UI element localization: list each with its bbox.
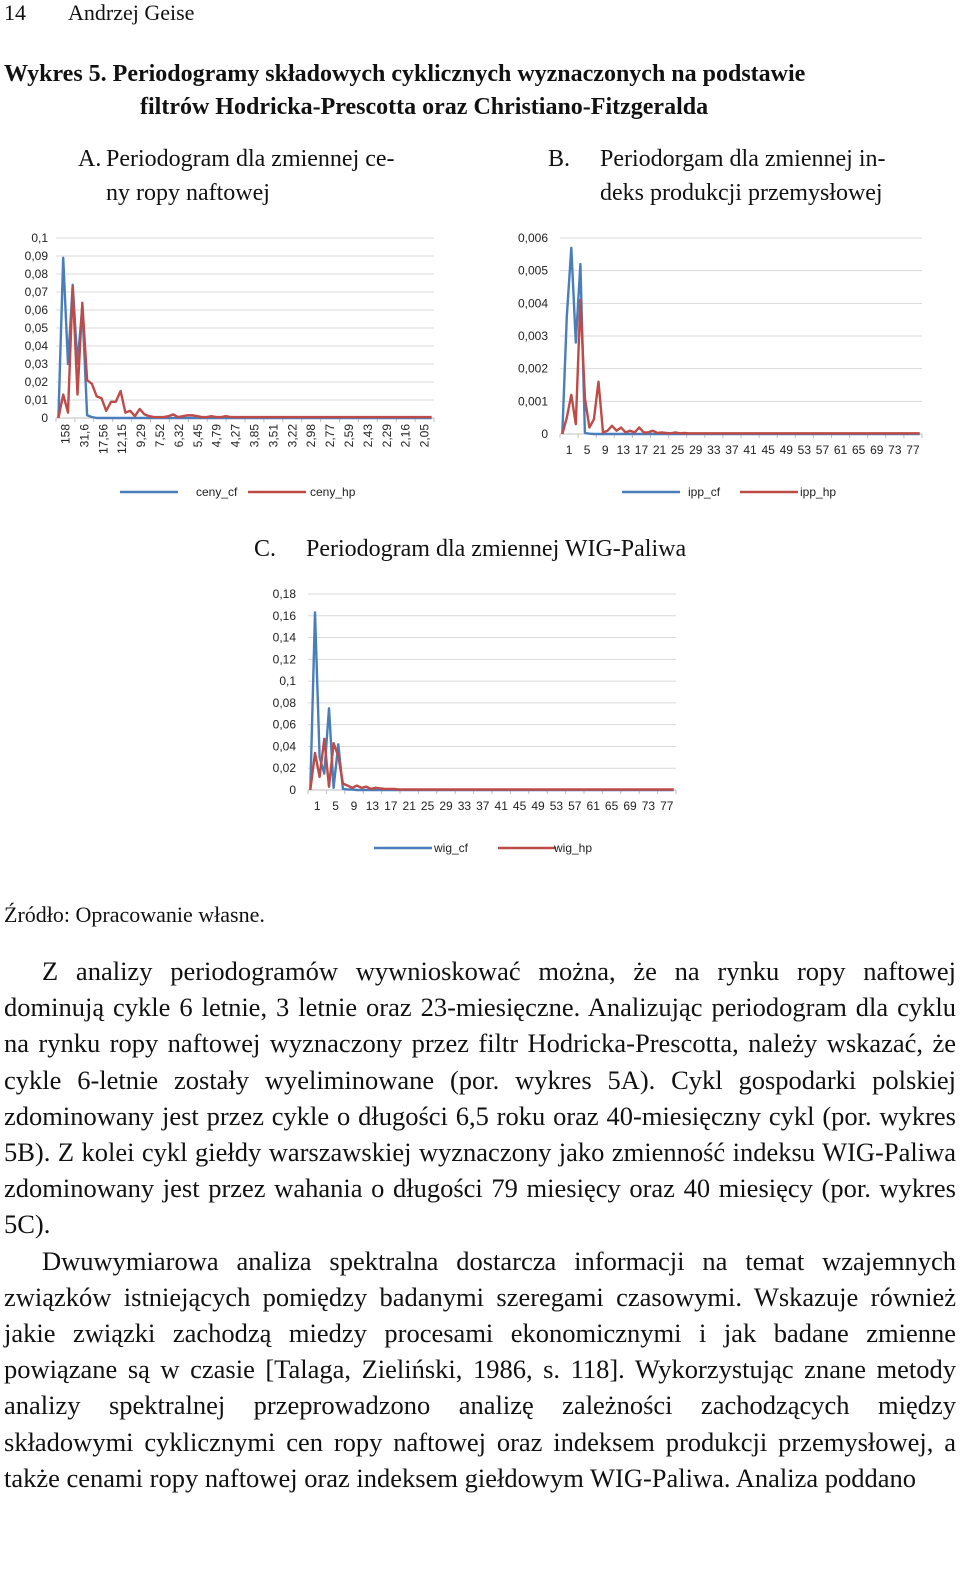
chart-c-y-tick-label: 0,16: [272, 608, 296, 623]
chart-c-x-tick-label: 57: [568, 799, 582, 813]
body-text: [4, 953, 956, 1496]
chart-a-y-tick-label: 0,03: [24, 357, 48, 371]
figure-source: Źródło: Opracowanie własne.: [4, 902, 265, 927]
panel-b-label: B.: [548, 146, 571, 172]
chart-c-x-tick-label: 61: [586, 799, 600, 813]
figure-title-line2: filtrów Hodricka-Prescotta oraz Christiano-Fitzgeralda: [140, 94, 709, 120]
chart-b-x-tick-label: 41: [743, 443, 757, 457]
panel-b-title-line2: deks produkcji przemysłowej: [600, 180, 883, 206]
chart-b-svg: [490, 222, 960, 512]
chart-c-x-tick-label: 13: [365, 799, 380, 813]
chart-a: [0, 222, 470, 512]
chart-a-x-tick-label: 158: [58, 424, 73, 445]
chart-b-y-tick-label: 0,006: [517, 231, 548, 245]
chart-c-series-wig_cf: [310, 613, 673, 791]
chart-a-x-tick-label: 6,32: [171, 424, 186, 448]
chart-a-series-ceny_hp: [58, 287, 431, 418]
chart-a-x-tick-label: 2,59: [341, 424, 356, 448]
chart-a-x-tick-label: 31,6: [77, 424, 92, 448]
chart-a-y-tick-label: 0,1: [31, 231, 48, 245]
chart-c: [250, 580, 720, 870]
chart-a-x-tick-label: 3,51: [266, 424, 281, 448]
chart-b-y-tick-label: 0,002: [517, 361, 548, 376]
chart-b-y-tick-label: 0: [541, 427, 548, 441]
figure-title: [0, 58, 960, 124]
chart-b-x-tick-label: 37: [725, 443, 739, 457]
chart-c-y-tick-label: 0,06: [272, 717, 296, 732]
chart-a-legend-label: ceny_hp: [310, 485, 356, 499]
chart-c-y-tick-label: 0,04: [272, 739, 296, 754]
chart-b-y-tick-label: 0,004: [517, 296, 548, 311]
chart-a-x-tick-label: 12,15: [115, 424, 130, 455]
chart-a-x-tick-label: 2,98: [304, 424, 319, 448]
chart-c-x-tick-label: 33: [457, 799, 472, 813]
chart-a-y-tick-label: 0,08: [24, 267, 48, 281]
chart-b-x-tick-label: 13: [616, 443, 631, 457]
chart-c-x-tick-label: 37: [476, 799, 490, 813]
chart-b-x-tick-label: 65: [851, 443, 866, 457]
chart-c-x-tick-label: 25: [420, 799, 435, 813]
chart-a-x-tick-label: 5,45: [190, 424, 205, 448]
chart-b-series-ipp_hp: [562, 300, 919, 434]
chart-a-y-tick-label: 0,05: [24, 321, 48, 335]
panel-a-label: A.: [78, 146, 102, 172]
paragraph-2: Dwuwymiarowa analiza spektralna dostarcza informacji na temat wzajemnych związków istniejących pomiędzy badanymi szeregami czasowymi. Wskazuje również jakie związki zachodzą miedzy procesami ekonomicznymi i jak badane zmienne powiązane są w czasie [Talaga, Zieliński, 1986, s. 118]. Wykorzystując znane metody analizy spektralnej przeprowadzono analizę zależności zachodzących między składowymi cyklicznymi cen ropy naftowej oraz indeksem produkcji przemysłowej, a także cenami ropy naftowej oraz indeksem giełdowym WIG-Paliwa. Analiza poddano: [4, 1245, 956, 1493]
chart-b-x-tick-label: 9: [601, 443, 609, 457]
chart-b-x-tick-label: 21: [652, 443, 667, 457]
chart-a-y-tick-label: 0,01: [24, 393, 48, 407]
author-name: Andrzej Geise: [68, 0, 195, 25]
chart-b-x-tick-label: 17: [634, 443, 649, 457]
chart-c-y-tick-label: 0,18: [272, 587, 296, 601]
panel-c-title-line1: Periodogram dla zmiennej WIG-Paliwa: [306, 536, 687, 562]
chart-a-x-tick-label: 9,29: [134, 424, 149, 448]
chart-c-x-tick-label: 77: [660, 799, 674, 813]
chart-a-x-tick-label: 7,52: [152, 424, 167, 448]
chart-a-series-ceny_cf: [58, 258, 431, 418]
chart-a-x-tick-label: 2,29: [379, 424, 394, 448]
chart-c-svg: [250, 580, 720, 870]
chart-c-x-tick-label: 9: [350, 799, 358, 813]
chart-c-x-tick-label: 73: [641, 799, 656, 813]
chart-c-y-tick-label: 0,08: [272, 695, 296, 710]
chart-c-y-tick-label: 0,02: [272, 761, 296, 776]
chart-c-x-tick-label: 49: [531, 799, 545, 813]
panel-a-title-line2: ny ropy naftowej: [106, 180, 270, 206]
chart-b-y-tick-label: 0,001: [517, 394, 548, 409]
chart-b-x-tick-label: 25: [670, 443, 685, 457]
chart-c-x-tick-label: 29: [439, 799, 453, 813]
chart-b-x-tick-label: 73: [888, 443, 902, 457]
chart-b-x-tick-label: 57: [815, 443, 830, 457]
chart-a-svg: [0, 222, 470, 512]
chart-a-x-tick-label: 2,05: [417, 424, 432, 448]
figure-title-line1: Wykres 5. Periodogramy składowych cyklicznych wyznaczonych na podstawie: [4, 61, 806, 87]
chart-a-y-tick-label: 0,07: [24, 285, 48, 299]
chart-c-x-tick-label: 53: [549, 799, 564, 813]
panel-b-title: [548, 142, 948, 212]
chart-b-legend-label: ipp_cf: [688, 485, 721, 499]
chart-b-x-tick-label: 61: [833, 443, 848, 457]
chart-a-y-tick-label: 0,09: [24, 249, 48, 263]
paragraph-1: Z analizy periodogramów wywnioskować można, że na rynku ropy naftowej dominują cykle 6 letnie, 3 letnie oraz 23-miesięczne. Analizując periodogram dla cyklu na rynku ropy naftowej wyznaczony przez filtr Hodricka-Prescotta, należy wskazać, że cykle 6-letnie zostały wyeliminowane (por. wykres 5A). Cykl gospodarki polskiej zdominowany jest przez cykle o długości 6,5 roku oraz 40-miesięczny cykl (por. wykres 5B). Z kolei cykl giełdy warszawskiej wyznaczony jako zmienność indeksu WIG-Paliwa zdominowany jest przez wahania o długości 79 miesięcy oraz 40 miesięcy (por. wykres 5C).: [4, 956, 956, 1240]
chart-a-legend-label: ceny_cf: [196, 485, 238, 499]
chart-c-x-tick-label: 41: [494, 799, 508, 813]
panel-c-title: [254, 532, 774, 568]
chart-a-x-tick-label: 2,77: [323, 424, 338, 448]
chart-b-y-tick-label: 0,003: [517, 329, 548, 343]
chart-c-y-tick-label: 0,1: [279, 674, 296, 689]
chart-c-x-tick-label: 17: [384, 799, 398, 813]
chart-b-x-tick-label: 1: [565, 443, 573, 457]
chart-a-y-tick-label: 0: [41, 411, 48, 425]
chart-b-x-tick-label: 45: [761, 443, 775, 457]
chart-a-x-tick-label: 2,43: [360, 424, 375, 448]
panel-a-title-line1: Periodogram dla zmiennej ce-: [106, 146, 395, 172]
chart-c-y-tick-label: 0,14: [272, 630, 296, 645]
running-header: [4, 0, 236, 26]
chart-b-x-tick-label: 5: [583, 443, 591, 457]
chart-a-x-tick-label: 4,79: [209, 424, 224, 448]
panel-a-title: [78, 142, 458, 212]
chart-b: [490, 222, 960, 512]
chart-a-y-tick-label: 0,04: [24, 339, 48, 353]
chart-a-y-tick-label: 0,02: [24, 375, 48, 389]
chart-a-x-tick-label: 3,85: [247, 424, 262, 448]
chart-c-x-tick-label: 5: [332, 799, 339, 813]
chart-c-x-tick-label: 69: [623, 799, 637, 813]
panel-c-label: C.: [254, 536, 277, 562]
chart-c-x-tick-label: 45: [512, 799, 527, 813]
chart-a-y-tick-label: 0,06: [24, 303, 48, 317]
chart-b-x-tick-label: 29: [689, 443, 703, 457]
chart-b-x-tick-label: 49: [779, 443, 793, 457]
panel-b-title-line1: Periodorgam dla zmiennej in-: [600, 146, 886, 172]
chart-b-x-tick-label: 77: [906, 443, 920, 457]
chart-c-legend-label: wig_cf: [434, 841, 469, 855]
chart-b-x-tick-label: 33: [707, 443, 721, 457]
chart-a-x-tick-label: 17,56: [96, 424, 111, 455]
chart-c-legend-label: wig_hp: [554, 841, 593, 855]
chart-c-y-tick-label: 0,12: [272, 652, 296, 667]
chart-c-x-tick-label: 65: [604, 799, 619, 813]
chart-c-x-tick-label: 21: [402, 799, 416, 813]
chart-b-x-tick-label: 69: [870, 443, 884, 457]
chart-a-x-tick-label: 3,22: [285, 424, 300, 448]
chart-a-x-tick-label: 4,27: [228, 424, 243, 448]
chart-b-legend-label: ipp_hp: [800, 485, 837, 499]
chart-b-y-tick-label: 0,005: [517, 263, 548, 278]
chart-b-x-tick-label: 53: [797, 443, 812, 457]
chart-c-y-tick-label: 0: [289, 783, 296, 797]
page-number: 14: [4, 0, 26, 25]
chart-a-x-tick-label: 2,16: [398, 424, 413, 448]
chart-b-series-ipp_cf: [562, 248, 919, 434]
chart-c-x-tick-label: 1: [313, 799, 321, 813]
